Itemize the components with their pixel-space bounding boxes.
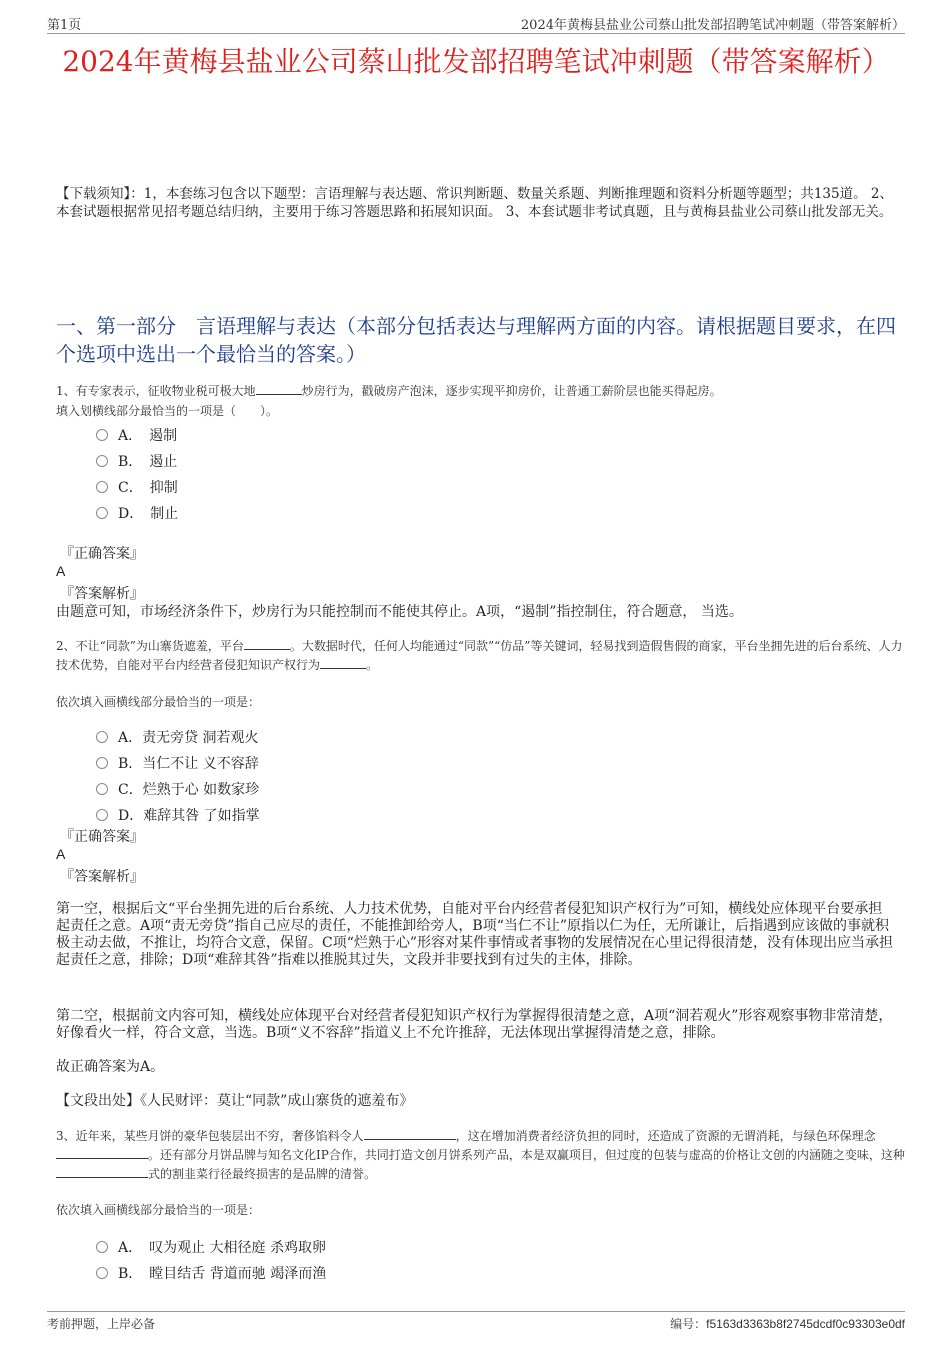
q2-option-c[interactable]: C．烂熟于心 如数家珍 bbox=[96, 779, 259, 799]
footer-divider bbox=[47, 1311, 905, 1312]
q1-correct-label: 『正确答案』 bbox=[60, 546, 144, 562]
radio-icon[interactable] bbox=[96, 757, 108, 769]
q2-option-b[interactable]: B．当仁不让 义不容辞 bbox=[96, 753, 259, 773]
q1-answer: A bbox=[56, 563, 66, 579]
q1-option-b[interactable]: B． 遏止 bbox=[96, 451, 177, 471]
q3-option-b[interactable]: B． 瞠目结舌 背道而驰 竭泽而渔 bbox=[96, 1263, 326, 1283]
q3-blank-3 bbox=[56, 1177, 148, 1178]
q1-analysis: 由题意可知，市场经济条件下，炒房行为只能控制而不能使其停止。A项，“遏制”指控制住，符合题意， 当选。 bbox=[56, 604, 743, 620]
document-title: 2024年黄梅县盐业公司蔡山批发部招聘笔试冲刺题（带答案解析） bbox=[62, 45, 890, 78]
q2-analysis-paragraph-1: 第一空，根据后文“平台坐拥先进的后台系统、人力技术优势，自能对平台内经营者侵犯知识产权行为”可知，横线处应体现平台要承担起责任之意。A项“责无旁贷”指自己应尽的责任，不能推卸给旁人，B项“当仁不让”原指以仁为任，无所谦让，后指遇到应该做的事就积极主动去做，不推让，均符合文意，保留。C项“烂熟于心”形容对某件事情或者事物的发展情况在心里记得很清楚，没有体现出应当承担起责任之意，排除；D项“难辞其咎”指难以推脱其过失，文段并非要找到有过失的主体，排除。 bbox=[56, 901, 894, 968]
q3-stem: 3、近年来，某些月饼的豪华包装层出不穷，奢侈馅料令人 ，这在增加消费者经济负担的同时，还造成了资源的无谓消耗，与绿色环保理念。还有部分月饼品牌与知名文化IP合作，共同打造文创月饼系列产品，本是双赢项目，但过度的包装与虚高的价格让文创的内涵随之变味，这种式的割韭菜行径最终损害的是品牌的清誉。 bbox=[56, 1129, 905, 1181]
running-header-title: 2024年黄梅县盐业公司蔡山批发部招聘笔试冲刺题（带答案解析） bbox=[520, 18, 905, 33]
q3-blank-1 bbox=[364, 1139, 456, 1140]
radio-icon[interactable] bbox=[96, 429, 108, 441]
footer-slogan: 考前押题，上岸必备 bbox=[47, 1317, 156, 1331]
radio-icon[interactable] bbox=[96, 455, 108, 467]
q3-prompt: 依次填入画横线部分最恰当的一项是： bbox=[56, 1203, 261, 1217]
radio-icon[interactable] bbox=[96, 507, 108, 519]
q2-blank-2 bbox=[320, 668, 366, 669]
radio-icon[interactable] bbox=[96, 1267, 108, 1279]
q3-blank-2 bbox=[56, 1158, 148, 1159]
q2-prompt: 依次填入画横线部分最恰当的一项是： bbox=[56, 695, 261, 709]
q2-blank-1 bbox=[244, 649, 290, 650]
q1-blank bbox=[256, 394, 302, 395]
q2-stem: 2、不让“同款”为山寨货遮羞，平台 。大数据时代，任何人均能通过“同款”“仿品”等关键词，轻易找到造假售假的商家，平台坐拥先进的后台系统、人力技术优势，自能对平台内经营者侵犯知识产权行为 。 bbox=[56, 639, 903, 672]
q2-option-a[interactable]: A．责无旁贷 洞若观火 bbox=[96, 727, 259, 747]
q1-option-c[interactable]: C． 抑制 bbox=[96, 477, 178, 497]
q3-option-a[interactable]: A． 叹为观止 大相径庭 杀鸡取卵 bbox=[96, 1237, 326, 1257]
radio-icon[interactable] bbox=[96, 731, 108, 743]
radio-icon[interactable] bbox=[96, 481, 108, 493]
q1-option-d[interactable]: D． 制止 bbox=[96, 503, 178, 523]
page-number: 第1页 bbox=[47, 18, 82, 33]
q2-correct-label: 『正确答案』 bbox=[60, 829, 144, 845]
q2-analysis-label: 『答案解析』 bbox=[60, 869, 144, 885]
radio-icon[interactable] bbox=[96, 783, 108, 795]
q2-option-d[interactable]: D．难辞其咎 了如指掌 bbox=[96, 805, 260, 825]
q2-answer: A bbox=[56, 846, 66, 862]
header-divider bbox=[47, 33, 905, 34]
section-heading: 一、第一部分 言语理解与表达（本部分包括表达与理解两方面的内容。请根据题目要求，在四个选项中选出一个最恰当的答案。） bbox=[56, 314, 896, 366]
q1-option-a[interactable]: A． 遏制 bbox=[96, 425, 177, 445]
radio-icon[interactable] bbox=[96, 809, 108, 821]
q1-prompt: 填入划横线部分最恰当的一项是（ ）。 bbox=[56, 404, 279, 418]
download-notice: 【下载须知】：1，本套练习包含以下题型：言语理解与表达题、常识判断题、数量关系题、判断推理题和资料分析题等题型；共135道。 2、本套试题根据常见招考题总结归纳，主要用于练习答题思路和拓展知识面。 3、本套试题非考试真题，且与黄梅县盐业公司蔡山批发部无关。 bbox=[56, 186, 893, 220]
footer-document-id: 编号：f5163d3363b8f2745dcdf0c93303e0df bbox=[670, 1317, 905, 1331]
radio-icon[interactable] bbox=[96, 1241, 108, 1253]
q2-analysis-conclusion: 故正确答案为A。 bbox=[56, 1059, 165, 1075]
q2-analysis-paragraph-2: 第二空，根据前文内容可知，横线处应体现平台对经营者侵犯知识产权行为掌握得很清楚之意，A项“洞若观火”形容观察事物非常清楚，好像看火一样，符合文意，当选。B项“义不容辞”指道义上不允许推辞，无法体现出掌握得清楚之意，排除。 bbox=[56, 1008, 893, 1041]
q1-analysis-label: 『答案解析』 bbox=[60, 586, 144, 602]
q1-stem: 1、有专家表示，征收物业税可极大地 炒房行为，戳破房产泡沫，逐步实现平抑房价，让普通工薪阶层也能买得起房。 bbox=[56, 384, 722, 398]
q2-source: 【文段出处】《人民财评：莫让“同款”成山寨货的遮羞布》 bbox=[56, 1093, 414, 1109]
